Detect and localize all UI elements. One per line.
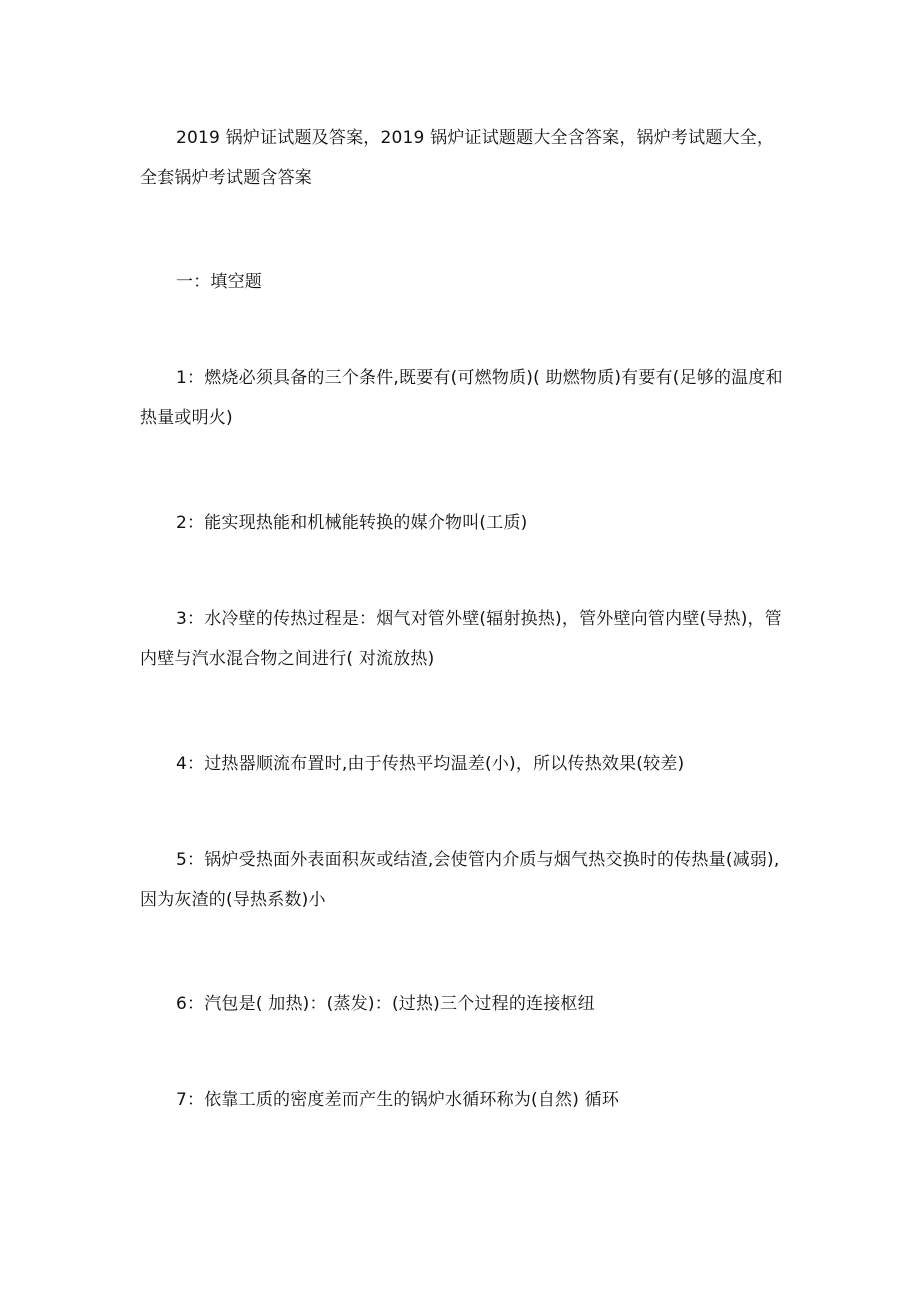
section-heading: 一：填空题 [176,272,262,292]
document-title: 2019 锅炉证试题及答案，2019 锅炉证试题题大全含答案，锅炉考试题大全，全套锅炉考试题含答案 [140,128,775,188]
question-1: 1：燃烧必须具备的三个条件,既要有(可燃物质)( 助燃物质)有要有(足够的温度和热量或明火) [140,368,783,428]
question-7: 7：依靠工质的密度差而产生的锅炉水循环称为(自然) 循环 [176,1090,620,1110]
question-5: 5：锅炉受热面外表面积灰或结渣,会使管内介质与烟气热交换时的传热量(减弱),因为灰渣的(导热系数)小 [140,850,780,910]
question-4: 4：过热器顺流布置时,由于传热平均温差(小)，所以传热效果(较差) [176,754,685,774]
question-6: 6：汽包是( 加热)：(蒸发)：(过热)三个过程的连接枢纽 [176,994,595,1014]
question-2: 2：能实现热能和机械能转换的媒介物叫(工质) [176,513,528,533]
question-3: 3：水冷壁的传热过程是：烟气对管外壁(辐射换热)，管外壁向管内壁(导热)，管内壁与汽水混合物之间进行( 对流放热) [140,609,782,669]
